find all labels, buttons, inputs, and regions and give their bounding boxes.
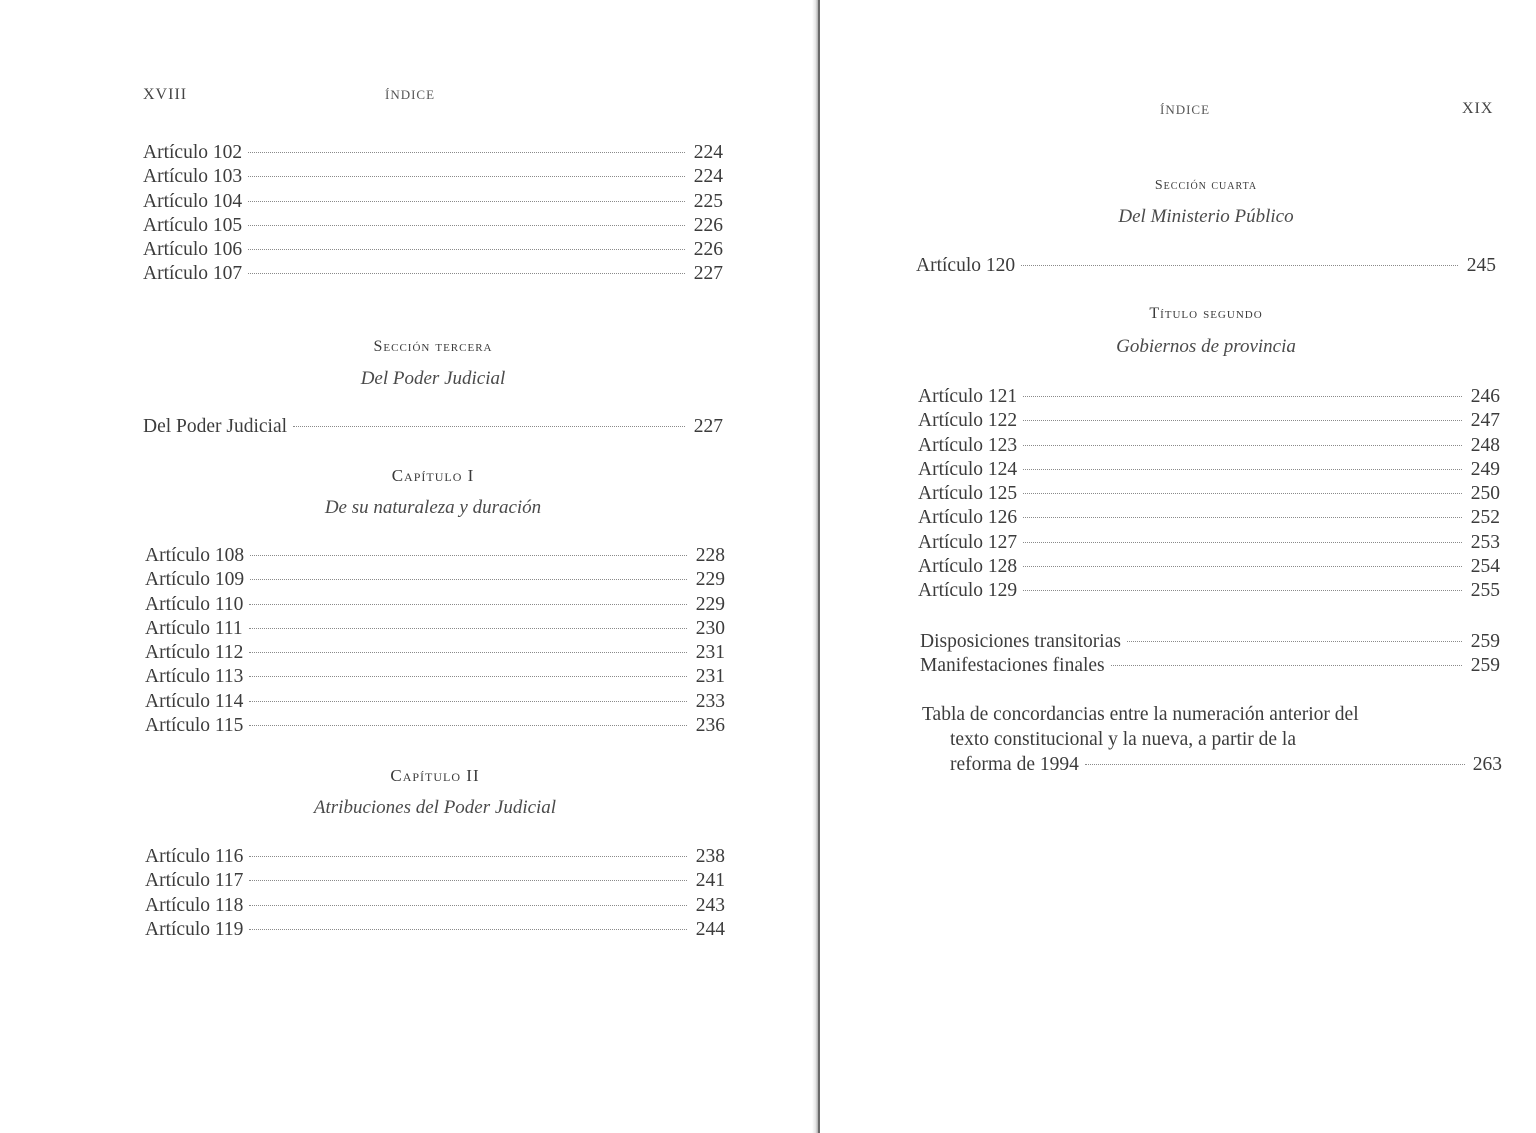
entry-page: 263 <box>1472 754 1502 775</box>
dot-leader <box>1127 640 1462 642</box>
dot-leader <box>248 175 685 177</box>
chapter-heading: Capítulo I <box>391 466 475 485</box>
dot-leader <box>293 425 685 427</box>
entry-label: Artículo 115 <box>145 715 244 737</box>
entry-label: Artículo 104 <box>143 190 243 212</box>
entry-label: Artículo 111 <box>145 617 243 639</box>
toc-entry[interactable] <box>143 165 723 189</box>
toc-entry[interactable] <box>143 238 723 262</box>
toc-entry[interactable] <box>145 690 725 714</box>
entry-label: Artículo 127 <box>918 531 1018 553</box>
entry-page: 225 <box>693 190 723 212</box>
running-head: ÍNDICE <box>385 87 436 102</box>
entry-label: Artículo 126 <box>918 507 1018 529</box>
entry-page: 249 <box>1470 458 1500 480</box>
dot-leader <box>248 224 685 226</box>
entry-label: Artículo 113 <box>145 666 244 688</box>
dot-leader <box>249 627 687 629</box>
section-heading: Sección cuarta <box>1154 178 1258 193</box>
entry-page: 238 <box>695 846 725 867</box>
entry-page: 224 <box>693 166 723 188</box>
entry-label: Disposiciones transitorias <box>920 631 1121 652</box>
entry-label: Artículo 128 <box>918 556 1018 578</box>
dot-leader <box>248 151 685 153</box>
dot-leader <box>250 578 687 580</box>
dot-leader <box>1023 492 1462 494</box>
entry-label: Artículo 122 <box>918 410 1018 432</box>
dot-leader <box>1023 395 1462 397</box>
entry-page: 224 <box>693 142 723 163</box>
dot-leader <box>249 879 687 881</box>
section-heading: Sección tercera <box>373 338 493 355</box>
entry-label: Artículo 121 <box>918 386 1018 407</box>
entry-label: Artículo 105 <box>143 214 243 236</box>
entry-label: Artículo 116 <box>145 846 244 867</box>
entry-page: 228 <box>695 545 725 566</box>
toc-group-article-120 <box>916 254 1496 278</box>
dot-leader <box>248 248 685 250</box>
entry-label: Artículo 118 <box>145 894 244 916</box>
entry-page: 227 <box>693 263 723 285</box>
toc-group-articles-116-119 <box>145 845 725 942</box>
entry-page: 255 <box>1470 580 1500 602</box>
entry-label: Artículo 123 <box>918 434 1018 456</box>
dot-leader <box>1023 516 1462 518</box>
toc-entry[interactable] <box>145 544 725 568</box>
dot-leader <box>1111 664 1462 666</box>
toc-entry[interactable] <box>918 555 1500 579</box>
toc-group-final-provisions <box>920 630 1500 679</box>
dot-leader <box>249 675 687 677</box>
toc-entry[interactable] <box>918 482 1500 506</box>
entry-label: Artículo 112 <box>145 642 244 664</box>
dot-leader <box>249 651 687 653</box>
dot-leader <box>249 928 687 930</box>
entry-page: 243 <box>695 894 725 916</box>
dot-leader <box>249 855 687 857</box>
entry-page: 247 <box>1470 410 1500 432</box>
dot-leader <box>1023 444 1462 446</box>
entry-page: 253 <box>1470 531 1500 553</box>
toc-entry[interactable] <box>143 415 723 439</box>
entry-page: 236 <box>695 715 725 737</box>
dot-leader <box>1023 468 1462 470</box>
chapter-heading: Capítulo II <box>390 766 480 785</box>
toc-entry[interactable] <box>918 434 1500 458</box>
toc-entry[interactable] <box>145 894 725 918</box>
entry-label: Artículo 129 <box>918 580 1018 602</box>
title-subheading: Gobiernos de provincia <box>1116 336 1296 357</box>
toc-entry-concordance-table[interactable] <box>922 702 1502 777</box>
entry-label: Artículo 103 <box>143 166 243 188</box>
dot-leader <box>248 272 685 274</box>
toc-entry[interactable] <box>918 409 1500 433</box>
entry-page: 244 <box>695 918 725 940</box>
entry-page: 229 <box>695 593 725 615</box>
toc-entry[interactable] <box>143 262 723 286</box>
entry-label: Artículo 119 <box>145 918 244 940</box>
dot-leader <box>249 724 687 726</box>
entry-page: 229 <box>695 569 725 591</box>
entry-label: Manifestaciones finales <box>920 655 1105 677</box>
page-number: XIX <box>1462 100 1494 117</box>
entry-label: Artículo 106 <box>143 239 243 261</box>
toc-entry[interactable] <box>920 630 1500 654</box>
entry-page: 230 <box>695 617 725 639</box>
title-heading: Título segundo <box>1149 305 1263 322</box>
entry-label: Artículo 109 <box>145 569 245 591</box>
entry-label-line: reforma de 1994 <box>950 754 1079 775</box>
toc-entry[interactable] <box>918 579 1500 603</box>
entry-page: 259 <box>1470 655 1500 677</box>
entry-label: Artículo 124 <box>918 458 1018 480</box>
dot-leader <box>1023 541 1462 543</box>
entry-label: Artículo 108 <box>145 545 245 566</box>
entry-page: 252 <box>1470 507 1500 529</box>
toc-group-articles-102-107 <box>143 141 723 287</box>
toc-entry[interactable] <box>916 254 1496 278</box>
running-head: ÍNDICE <box>1160 102 1211 117</box>
entry-page: 248 <box>1470 434 1500 456</box>
toc-entry[interactable] <box>145 641 725 665</box>
dot-leader <box>250 554 687 556</box>
toc-entry[interactable] <box>918 506 1500 530</box>
section-subheading: Del Ministerio Público <box>1118 206 1294 227</box>
toc-entry[interactable] <box>145 665 725 689</box>
toc-entry[interactable] <box>918 458 1500 482</box>
toc-entry[interactable] <box>143 141 723 165</box>
entry-label: Artículo 114 <box>145 690 244 712</box>
dot-leader <box>249 603 687 605</box>
entry-page: 227 <box>693 416 723 437</box>
entry-label: Artículo 110 <box>145 593 244 615</box>
toc-entry[interactable] <box>920 654 1500 678</box>
toc-group-poder-judicial <box>143 415 723 439</box>
toc-entry[interactable] <box>145 568 725 592</box>
entry-page: 254 <box>1470 556 1500 578</box>
entry-label: Artículo 117 <box>145 870 244 892</box>
toc-entry[interactable] <box>145 869 725 893</box>
entry-page: 245 <box>1466 255 1496 276</box>
entry-page: 241 <box>695 870 725 892</box>
toc-group-articles-108-115 <box>145 544 725 738</box>
entry-page: 226 <box>693 214 723 236</box>
right-page <box>820 0 1536 1133</box>
toc-group-articles-121-129 <box>918 385 1500 604</box>
entry-label-line: texto constitucional y la nueva, a partir de la <box>950 729 1297 750</box>
toc-entry[interactable] <box>145 593 725 617</box>
entry-page: 226 <box>693 239 723 261</box>
dot-leader <box>249 700 687 702</box>
toc-entry[interactable] <box>145 617 725 641</box>
entry-label: Del Poder Judicial <box>143 416 288 437</box>
dot-leader <box>1023 419 1462 421</box>
dot-leader <box>249 904 687 906</box>
entry-label: Artículo 125 <box>918 483 1018 505</box>
entry-label: Artículo 107 <box>143 263 243 285</box>
toc-entry[interactable] <box>918 531 1500 555</box>
chapter-subheading: De su naturaleza y duración <box>324 497 542 518</box>
entry-page: 246 <box>1470 386 1500 407</box>
entry-page: 259 <box>1470 631 1500 652</box>
toc-entry[interactable] <box>145 845 725 869</box>
entry-label-line: Tabla de concordancias entre la numeración anterior del <box>922 704 1359 725</box>
dot-leader <box>1085 764 1465 765</box>
section-subheading: Del Poder Judicial <box>360 368 506 389</box>
entry-label: Artículo 102 <box>143 142 243 163</box>
dot-leader <box>248 200 685 202</box>
entry-last-line <box>922 752 1502 777</box>
chapter-subheading: Atribuciones del Poder Judicial <box>313 797 557 818</box>
toc-entry[interactable] <box>145 918 725 942</box>
entry-page: 233 <box>695 690 725 712</box>
toc-entry[interactable] <box>145 714 725 738</box>
entry-page: 250 <box>1470 483 1500 505</box>
entry-page: 231 <box>695 642 725 664</box>
dot-leader <box>1023 565 1462 567</box>
dot-leader <box>1023 589 1462 591</box>
entry-label: Artículo 120 <box>916 255 1016 276</box>
toc-entry[interactable] <box>143 190 723 214</box>
toc-entry[interactable] <box>918 385 1500 409</box>
toc-entry[interactable] <box>143 214 723 238</box>
dot-leader <box>1021 264 1458 266</box>
entry-page: 231 <box>695 666 725 688</box>
page-number: XVIII <box>143 86 188 103</box>
